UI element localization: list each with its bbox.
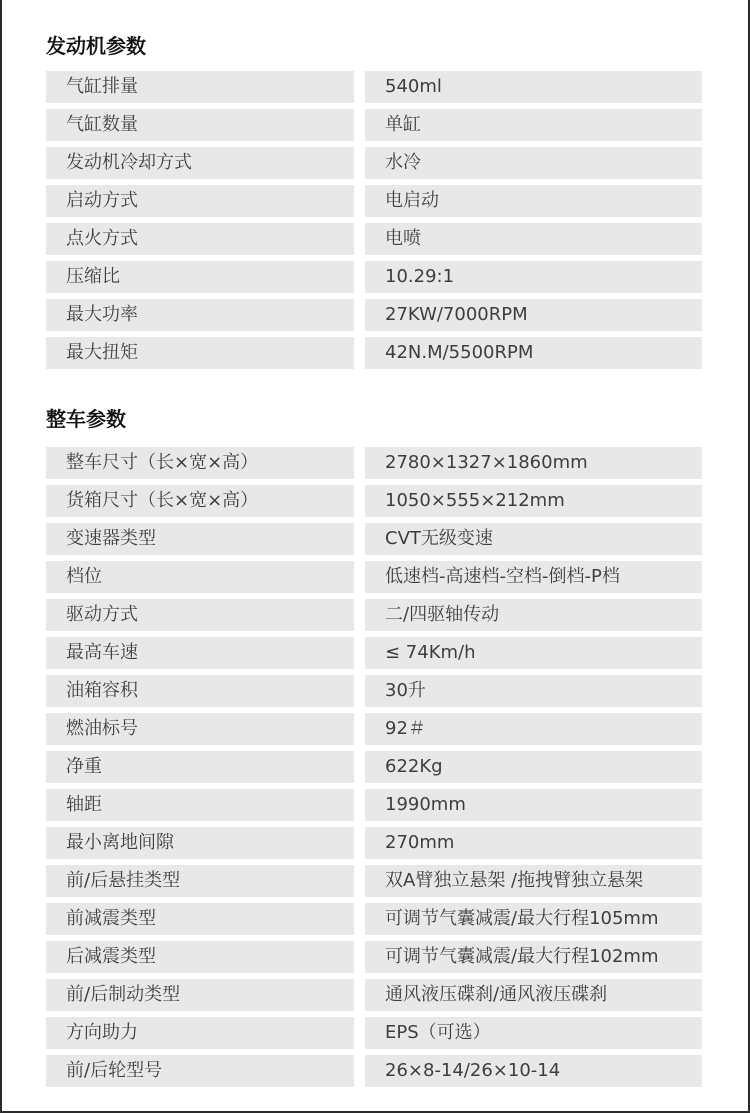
table-row: [46, 147, 702, 179]
vehicle-spec-table: [46, 447, 702, 1093]
table-row: [46, 71, 702, 103]
table-row: [46, 713, 702, 745]
spec-label: 方向助力: [46, 1017, 354, 1049]
spec-label: 轴距: [46, 789, 354, 821]
table-row: [46, 337, 702, 369]
spec-value: 二/四驱轴传动: [365, 599, 702, 631]
spec-label: 前/后悬挂类型: [46, 865, 354, 897]
table-row: [46, 903, 702, 935]
spec-label: 燃油标号: [46, 713, 354, 745]
spec-label: 前/后制动类型: [46, 979, 354, 1011]
table-row: [46, 185, 702, 217]
table-row: [46, 637, 702, 669]
spec-label: 驱动方式: [46, 599, 354, 631]
spec-value: 低速档-高速档-空档-倒档-P档: [365, 561, 702, 593]
spec-label: 前/后轮型号: [46, 1055, 354, 1087]
spec-value: 622Kg: [365, 751, 702, 783]
spec-label: 气缸排量: [46, 71, 354, 103]
spec-label: 变速器类型: [46, 523, 354, 555]
table-row: [46, 223, 702, 255]
spec-value: 2780×1327×1860mm: [365, 447, 702, 479]
spec-value: 42N.M/5500RPM: [365, 337, 702, 369]
spec-label: 货箱尺寸（长×宽×高）: [46, 485, 354, 517]
table-row: [46, 941, 702, 973]
spec-value: 单缸: [365, 109, 702, 141]
table-row: [46, 865, 702, 897]
table-row: [46, 447, 702, 479]
spec-value: 水冷: [365, 147, 702, 179]
spec-label: 发动机冷却方式: [46, 147, 354, 179]
table-row: [46, 485, 702, 517]
section-title-engine: 发动机参数: [46, 34, 146, 58]
spec-value: EPS（可选）: [365, 1017, 702, 1049]
spec-label: 后减震类型: [46, 941, 354, 973]
spec-label: 前减震类型: [46, 903, 354, 935]
table-row: [46, 751, 702, 783]
spec-label: 整车尺寸（长×宽×高）: [46, 447, 354, 479]
table-row: [46, 789, 702, 821]
spec-value: 270mm: [365, 827, 702, 859]
spec-label: 净重: [46, 751, 354, 783]
table-row: [46, 1055, 702, 1087]
spec-value: 电喷: [365, 223, 702, 255]
spec-value: 27KW/7000RPM: [365, 299, 702, 331]
spec-label: 最小离地间隙: [46, 827, 354, 859]
table-row: [46, 109, 702, 141]
section-title-vehicle: 整车参数: [46, 407, 126, 431]
spec-value: ≤ 74Km/h: [365, 637, 702, 669]
spec-value: CVT无级变速: [365, 523, 702, 555]
spec-value: 1050×555×212mm: [365, 485, 702, 517]
table-row: [46, 523, 702, 555]
spec-value: 可调节气囊减震/最大行程105mm: [365, 903, 702, 935]
spec-label: 油箱容积: [46, 675, 354, 707]
table-row: [46, 1017, 702, 1049]
spec-label: 档位: [46, 561, 354, 593]
table-row: [46, 675, 702, 707]
spec-label: 气缸数量: [46, 109, 354, 141]
table-row: [46, 261, 702, 293]
spec-value: 30升: [365, 675, 702, 707]
spec-label: 点火方式: [46, 223, 354, 255]
spec-value: 540ml: [365, 71, 702, 103]
spec-label: 最高车速: [46, 637, 354, 669]
spec-value: 92＃: [365, 713, 702, 745]
spec-label: 压缩比: [46, 261, 354, 293]
table-row: [46, 599, 702, 631]
table-row: [46, 827, 702, 859]
spec-value: 双A臂独立悬架 /拖拽臂独立悬架: [365, 865, 702, 897]
spec-label: 最大功率: [46, 299, 354, 331]
spec-value: 电启动: [365, 185, 702, 217]
spec-value: 10.29:1: [365, 261, 702, 293]
spec-label: 最大扭矩: [46, 337, 354, 369]
engine-spec-table: [46, 71, 702, 375]
spec-label: 启动方式: [46, 185, 354, 217]
spec-value: 26×8-14/26×10-14: [365, 1055, 702, 1087]
spec-value: 通风液压碟刹/通风液压碟刹: [365, 979, 702, 1011]
table-row: [46, 561, 702, 593]
spec-value: 可调节气囊减震/最大行程102mm: [365, 941, 702, 973]
spec-value: 1990mm: [365, 789, 702, 821]
table-row: [46, 299, 702, 331]
table-row: [46, 979, 702, 1011]
